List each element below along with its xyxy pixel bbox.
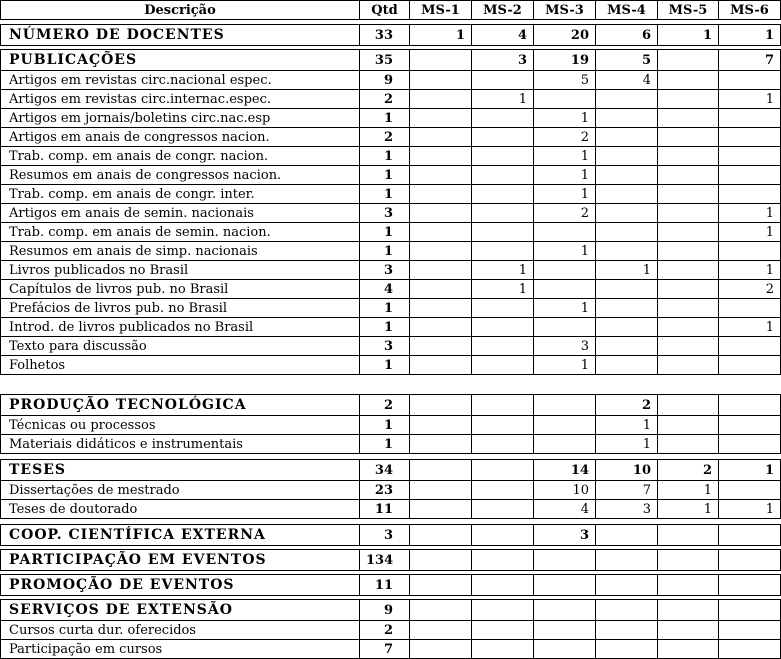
row-label: Trab. comp. em anais de congr. inter.	[1, 185, 360, 204]
row-ms-3: 1	[534, 166, 596, 185]
row-ms-3	[534, 416, 596, 435]
row-ms-2	[472, 337, 534, 356]
row-ms-6	[719, 640, 781, 659]
section-title: SERVIÇOS DE EXTENSÃO	[1, 600, 360, 621]
section-ms-2	[472, 395, 534, 416]
row-ms-1	[410, 500, 472, 519]
section-ms-6: 1	[719, 25, 781, 46]
section-table	[0, 574, 781, 596]
section-ms-2	[472, 600, 534, 621]
header-ms-3: MS-3	[534, 1, 596, 20]
table-row	[1, 416, 781, 435]
row-ms-3: 3	[534, 337, 596, 356]
section-ms-6	[719, 600, 781, 621]
row-ms-4	[596, 621, 658, 640]
row-ms-6: 1	[719, 261, 781, 280]
row-ms-3: 1	[534, 147, 596, 166]
row-ms-6	[719, 481, 781, 500]
header-row	[1, 1, 781, 20]
section-ms-6	[719, 550, 781, 571]
section-ms-1	[410, 50, 472, 71]
section-header-row	[1, 600, 781, 621]
row-ms-5	[658, 71, 719, 90]
row-ms-2	[472, 166, 534, 185]
section-ms-4	[596, 525, 658, 546]
header-table	[0, 0, 781, 20]
row-ms-3: 10	[534, 481, 596, 500]
row-ms-1	[410, 71, 472, 90]
row-qtd: 1	[360, 356, 410, 375]
table-row	[1, 128, 781, 147]
row-ms-4: 1	[596, 435, 658, 454]
section-header-row	[1, 395, 781, 416]
row-qtd: 3	[360, 337, 410, 356]
section-table	[0, 24, 781, 46]
row-ms-3: 2	[534, 204, 596, 223]
row-ms-2	[472, 128, 534, 147]
row-ms-6: 1	[719, 500, 781, 519]
row-ms-1	[410, 435, 472, 454]
section-ms-5	[658, 525, 719, 546]
row-label: Resumos em anais de congressos nacion.	[1, 166, 360, 185]
row-ms-1	[410, 416, 472, 435]
row-ms-4	[596, 640, 658, 659]
row-ms-4	[596, 242, 658, 261]
section-qtd: 34	[360, 460, 410, 481]
table-row	[1, 185, 781, 204]
row-ms-1	[410, 185, 472, 204]
section-title: TESES	[1, 460, 360, 481]
row-qtd: 1	[360, 147, 410, 166]
row-ms-1	[410, 204, 472, 223]
table-row	[1, 71, 781, 90]
section-qtd: 2	[360, 395, 410, 416]
row-ms-5	[658, 621, 719, 640]
row-ms-2	[472, 500, 534, 519]
section-header-row	[1, 525, 781, 546]
row-ms-2	[472, 185, 534, 204]
row-ms-4	[596, 185, 658, 204]
row-ms-1	[410, 481, 472, 500]
section-ms-3	[534, 600, 596, 621]
section-ms-4: 2	[596, 395, 658, 416]
section-title: PRODUÇÃO TECNOLÓGICA	[1, 395, 360, 416]
section-ms-1: 1	[410, 25, 472, 46]
row-ms-4	[596, 90, 658, 109]
row-ms-3: 1	[534, 242, 596, 261]
row-ms-5	[658, 204, 719, 223]
row-ms-3: 1	[534, 185, 596, 204]
section-ms-3: 14	[534, 460, 596, 481]
row-qtd: 1	[360, 416, 410, 435]
row-ms-2	[472, 109, 534, 128]
row-label: Prefácios de livros pub. no Brasil	[1, 299, 360, 318]
header-descricao: Descrição	[1, 1, 360, 20]
row-label: Livros publicados no Brasil	[1, 261, 360, 280]
section-table	[0, 549, 781, 571]
row-ms-6	[719, 435, 781, 454]
table-row	[1, 356, 781, 375]
section-header-row	[1, 575, 781, 596]
section-ms-4: 6	[596, 25, 658, 46]
row-qtd: 2	[360, 128, 410, 147]
row-ms-1	[410, 261, 472, 280]
table-row	[1, 481, 781, 500]
row-label: Artigos em revistas circ.internac.espec.	[1, 90, 360, 109]
row-ms-4: 4	[596, 71, 658, 90]
section-qtd: 9	[360, 600, 410, 621]
row-ms-6	[719, 337, 781, 356]
row-ms-6: 1	[719, 318, 781, 337]
section-ms-2	[472, 525, 534, 546]
section-ms-4	[596, 550, 658, 571]
row-ms-5	[658, 318, 719, 337]
table-row	[1, 242, 781, 261]
section-qtd: 33	[360, 25, 410, 46]
row-ms-4	[596, 166, 658, 185]
row-ms-5	[658, 640, 719, 659]
header-ms-1: MS-1	[410, 1, 472, 20]
row-ms-2: 1	[472, 280, 534, 299]
section-title: NÚMERO DE DOCENTES	[1, 25, 360, 46]
row-label: Cursos curta dur. oferecidos	[1, 621, 360, 640]
section-ms-6	[719, 525, 781, 546]
section-ms-4	[596, 600, 658, 621]
section-ms-1	[410, 550, 472, 571]
row-label: Folhetos	[1, 356, 360, 375]
row-ms-4	[596, 337, 658, 356]
row-ms-4: 1	[596, 416, 658, 435]
row-label: Artigos em jornais/boletins circ.nac.esp	[1, 109, 360, 128]
row-qtd: 1	[360, 166, 410, 185]
section-ms-5	[658, 50, 719, 71]
table-row	[1, 299, 781, 318]
table-row	[1, 90, 781, 109]
row-ms-2	[472, 416, 534, 435]
table-row	[1, 640, 781, 659]
table-row	[1, 223, 781, 242]
row-ms-4: 1	[596, 261, 658, 280]
row-ms-6: 2	[719, 280, 781, 299]
row-label: Artigos em anais de semin. nacionais	[1, 204, 360, 223]
row-ms-4	[596, 147, 658, 166]
section-ms-4: 5	[596, 50, 658, 71]
section-ms-2: 3	[472, 50, 534, 71]
row-ms-1	[410, 318, 472, 337]
row-ms-5	[658, 416, 719, 435]
row-ms-6	[719, 299, 781, 318]
row-ms-3: 5	[534, 71, 596, 90]
section-ms-6: 1	[719, 460, 781, 481]
row-ms-5	[658, 109, 719, 128]
row-qtd: 4	[360, 280, 410, 299]
section-ms-3	[534, 575, 596, 596]
row-ms-1	[410, 621, 472, 640]
row-ms-5	[658, 242, 719, 261]
table-row	[1, 204, 781, 223]
row-ms-3	[534, 261, 596, 280]
section-ms-1	[410, 525, 472, 546]
row-ms-3: 4	[534, 500, 596, 519]
row-ms-3	[534, 640, 596, 659]
section-ms-3: 20	[534, 25, 596, 46]
section-ms-5	[658, 550, 719, 571]
row-ms-6	[719, 621, 781, 640]
section-qtd: 3	[360, 525, 410, 546]
section-title: PUBLICAÇÕES	[1, 50, 360, 71]
row-qtd: 3	[360, 261, 410, 280]
section-qtd: 11	[360, 575, 410, 596]
row-label: Introd. de livros publicados no Brasil	[1, 318, 360, 337]
section-ms-2: 4	[472, 25, 534, 46]
row-ms-2	[472, 356, 534, 375]
section-title: PARTICIPAÇÃO EM EVENTOS	[1, 550, 360, 571]
row-ms-6	[719, 356, 781, 375]
row-ms-6: 1	[719, 223, 781, 242]
row-ms-5	[658, 435, 719, 454]
row-qtd: 1	[360, 299, 410, 318]
row-ms-1	[410, 166, 472, 185]
section-header-row	[1, 550, 781, 571]
row-ms-3	[534, 435, 596, 454]
row-ms-2	[472, 621, 534, 640]
section-ms-5: 2	[658, 460, 719, 481]
header-qtd: Qtd	[360, 1, 410, 20]
row-ms-2	[472, 640, 534, 659]
row-ms-5	[658, 337, 719, 356]
row-ms-1	[410, 299, 472, 318]
section-ms-2	[472, 460, 534, 481]
section-ms-4: 10	[596, 460, 658, 481]
row-ms-2	[472, 223, 534, 242]
row-ms-3: 1	[534, 109, 596, 128]
section-header-row	[1, 50, 781, 71]
row-ms-5	[658, 128, 719, 147]
row-ms-2	[472, 481, 534, 500]
table-row	[1, 261, 781, 280]
row-label: Trab. comp. em anais de semin. nacion.	[1, 223, 360, 242]
header-ms-5: MS-5	[658, 1, 719, 20]
row-ms-5	[658, 299, 719, 318]
row-ms-4: 7	[596, 481, 658, 500]
section-title: PROMOÇÃO DE EVENTOS	[1, 575, 360, 596]
row-ms-4	[596, 109, 658, 128]
row-ms-5	[658, 185, 719, 204]
section-ms-6	[719, 395, 781, 416]
row-ms-1	[410, 242, 472, 261]
section-header-row	[1, 460, 781, 481]
row-ms-1	[410, 147, 472, 166]
row-ms-2	[472, 299, 534, 318]
header-ms-6: MS-6	[719, 1, 781, 20]
row-ms-2: 1	[472, 90, 534, 109]
row-ms-6	[719, 128, 781, 147]
section-ms-3: 19	[534, 50, 596, 71]
section-ms-1	[410, 460, 472, 481]
row-label: Resumos em anais de simp. nacionais	[1, 242, 360, 261]
row-ms-2	[472, 435, 534, 454]
row-ms-6: 1	[719, 204, 781, 223]
row-ms-3	[534, 621, 596, 640]
row-ms-2: 1	[472, 261, 534, 280]
row-ms-1	[410, 109, 472, 128]
row-ms-3	[534, 280, 596, 299]
section-ms-6	[719, 575, 781, 596]
row-ms-5: 1	[658, 481, 719, 500]
row-qtd: 1	[360, 242, 410, 261]
row-ms-4	[596, 128, 658, 147]
row-qtd: 1	[360, 318, 410, 337]
row-ms-4	[596, 356, 658, 375]
row-ms-4	[596, 223, 658, 242]
section-ms-2	[472, 575, 534, 596]
section-ms-1	[410, 395, 472, 416]
table-row	[1, 337, 781, 356]
row-ms-2	[472, 204, 534, 223]
row-label: Participação em cursos	[1, 640, 360, 659]
row-ms-6	[719, 71, 781, 90]
row-ms-2	[472, 242, 534, 261]
section-title: COOP. CIENTÍFICA EXTERNA	[1, 525, 360, 546]
row-ms-5	[658, 261, 719, 280]
row-label: Artigos em revistas circ.nacional espec.	[1, 71, 360, 90]
row-qtd: 11	[360, 500, 410, 519]
table-row	[1, 280, 781, 299]
header-ms-4: MS-4	[596, 1, 658, 20]
row-qtd: 2	[360, 90, 410, 109]
row-ms-5: 1	[658, 500, 719, 519]
row-qtd: 1	[360, 435, 410, 454]
row-ms-6	[719, 109, 781, 128]
section-ms-5	[658, 575, 719, 596]
section-ms-2	[472, 550, 534, 571]
row-label: Teses de doutorado	[1, 500, 360, 519]
section-ms-1	[410, 600, 472, 621]
section-table	[0, 49, 781, 375]
row-qtd: 1	[360, 185, 410, 204]
row-label: Artigos em anais de congressos nacion.	[1, 128, 360, 147]
section-ms-5: 1	[658, 25, 719, 46]
row-label: Dissertações de mestrado	[1, 481, 360, 500]
row-ms-3: 1	[534, 299, 596, 318]
row-ms-1	[410, 280, 472, 299]
table-row	[1, 109, 781, 128]
section-table	[0, 524, 781, 546]
row-ms-6	[719, 185, 781, 204]
row-qtd: 3	[360, 204, 410, 223]
row-ms-1	[410, 223, 472, 242]
row-label: Técnicas ou processos	[1, 416, 360, 435]
section-table	[0, 394, 781, 454]
section-qtd: 134	[360, 550, 410, 571]
row-ms-5	[658, 223, 719, 242]
row-ms-1	[410, 128, 472, 147]
row-ms-4	[596, 299, 658, 318]
row-qtd: 1	[360, 109, 410, 128]
section-header-row	[1, 25, 781, 46]
section-table	[0, 599, 781, 659]
section-ms-1	[410, 575, 472, 596]
row-ms-3	[534, 318, 596, 337]
row-ms-6: 1	[719, 90, 781, 109]
row-ms-4: 3	[596, 500, 658, 519]
section-ms-5	[658, 395, 719, 416]
row-ms-6	[719, 416, 781, 435]
row-ms-5	[658, 356, 719, 375]
row-ms-1	[410, 640, 472, 659]
row-label: Texto para discussão	[1, 337, 360, 356]
header-ms-2: MS-2	[472, 1, 534, 20]
row-ms-2	[472, 71, 534, 90]
section-ms-3	[534, 395, 596, 416]
row-ms-5	[658, 280, 719, 299]
row-ms-4	[596, 280, 658, 299]
row-label: Trab. comp. em anais de congr. nacion.	[1, 147, 360, 166]
row-ms-1	[410, 90, 472, 109]
table-row	[1, 435, 781, 454]
table-row	[1, 318, 781, 337]
row-ms-3: 2	[534, 128, 596, 147]
table-row	[1, 621, 781, 640]
section-ms-6: 7	[719, 50, 781, 71]
section-ms-4	[596, 575, 658, 596]
row-qtd: 9	[360, 71, 410, 90]
row-ms-5	[658, 166, 719, 185]
row-label: Capítulos de livros pub. no Brasil	[1, 280, 360, 299]
row-label: Materiais didáticos e instrumentais	[1, 435, 360, 454]
row-ms-6	[719, 147, 781, 166]
row-ms-3: 1	[534, 356, 596, 375]
row-ms-1	[410, 356, 472, 375]
row-ms-1	[410, 337, 472, 356]
row-ms-3	[534, 90, 596, 109]
row-qtd: 1	[360, 223, 410, 242]
table-row	[1, 500, 781, 519]
row-ms-6	[719, 242, 781, 261]
row-ms-4	[596, 318, 658, 337]
table-row	[1, 166, 781, 185]
row-ms-2	[472, 318, 534, 337]
row-qtd: 23	[360, 481, 410, 500]
section-ms-3: 3	[534, 525, 596, 546]
section-qtd: 35	[360, 50, 410, 71]
row-ms-6	[719, 166, 781, 185]
section-ms-5	[658, 600, 719, 621]
row-ms-5	[658, 147, 719, 166]
row-ms-3	[534, 223, 596, 242]
table-row	[1, 147, 781, 166]
section-table	[0, 459, 781, 519]
row-ms-4	[596, 204, 658, 223]
row-ms-2	[472, 147, 534, 166]
row-qtd: 2	[360, 621, 410, 640]
row-qtd: 7	[360, 640, 410, 659]
row-ms-5	[658, 90, 719, 109]
section-ms-3	[534, 550, 596, 571]
